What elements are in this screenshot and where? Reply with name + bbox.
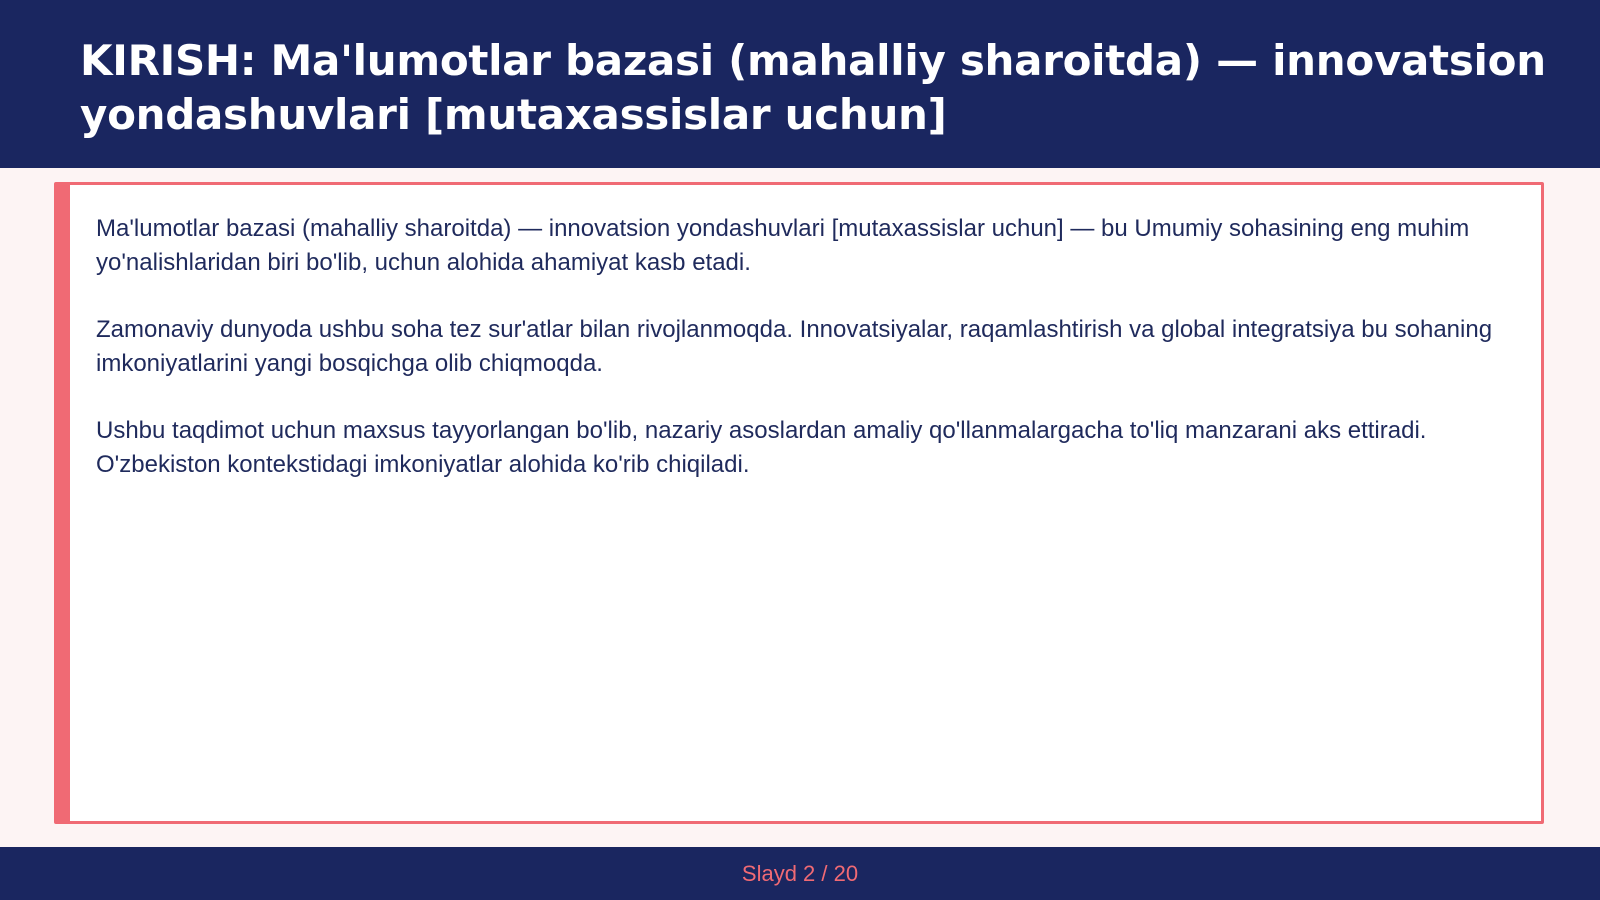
slide-footer [0,847,1600,900]
slide-title: KIRISH: Ma'lumotlar bazasi (mahalliy sharoitda) — innovatsion yondashuvlari [mutaxassislar uchun] [80,36,1546,139]
paragraph-presentation-purpose: Ushbu taqdimot uchun maxsus tayyorlangan bo'lib, nazariy asoslardan amaliy qo'llanmalargacha to'liq manzarani aks ettiradi. O'zbekiston kontekstidagi imkoniyatlar alohida ko'rib chiqiladi. [96,417,1427,478]
paragraph-modern-world: Zamonaviy dunyoda ushbu soha tez sur'atlar bilan rivojlanmoqda. Innovatsiyalar, raqamlashtirish va global integratsiya bu sohaning imkoniyatlarini yangi bosqichga olib chiqmoqda. [96,316,1493,377]
paragraph-intro: Ma'lumotlar bazasi (mahalliy sharoitda) — innovatsion yondashuvlari [mutaxassislar uchun] — bu Umumiy sohasining eng muhim yo'nalishlaridan biri bo'lib, uchun alohida ahamiyat kasb etadi. [96,215,1470,276]
slide-header [0,0,1600,168]
slide-counter: Slayd 2 / 20 [741,860,859,886]
content-body [96,212,1496,515]
